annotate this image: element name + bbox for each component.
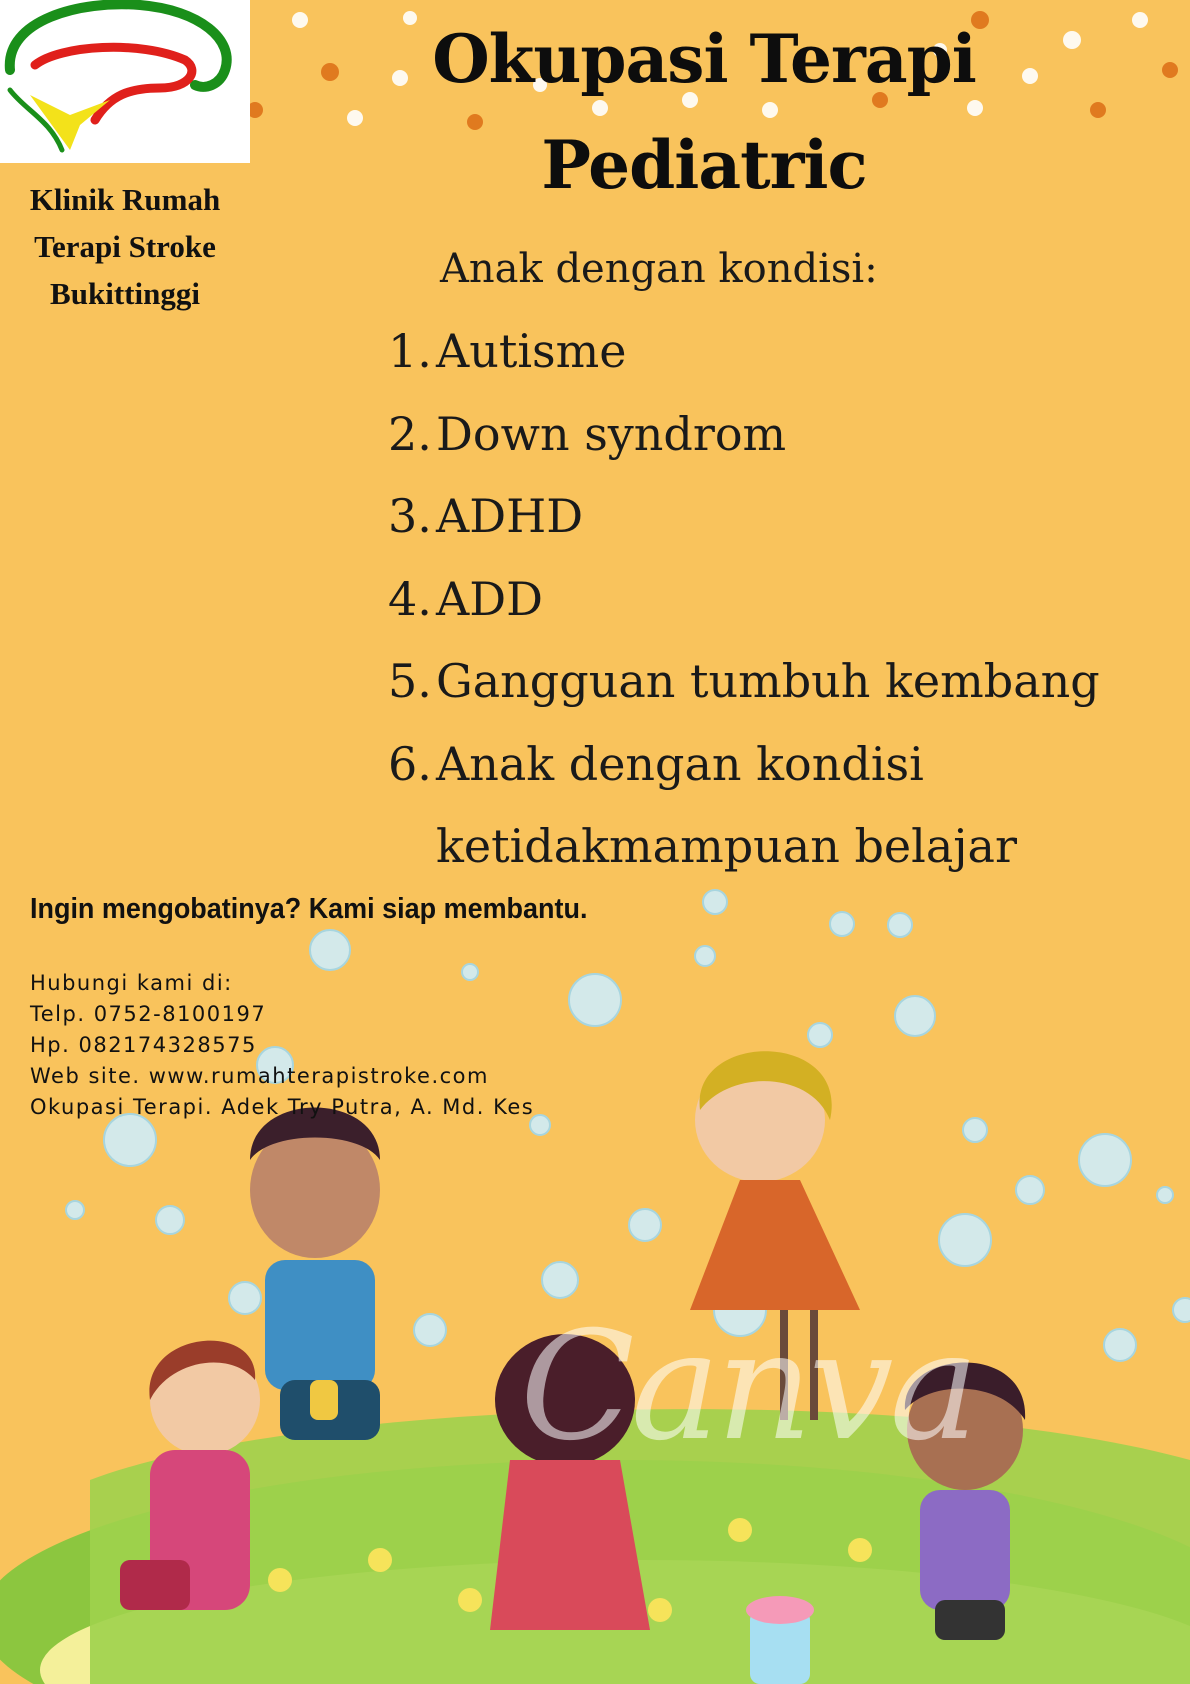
contact-hp: Hp. 082174328575: [30, 1033, 257, 1057]
list-text: Gangguan tumbuh kembang: [436, 654, 1100, 708]
contact-heading: Hubungi kami di:: [30, 971, 233, 995]
list-item: [388, 640, 1168, 723]
contact-therapist: Okupasi Terapi. Adek Try Putra, A. Md. Kes: [30, 1095, 535, 1119]
list-text: ADHD: [436, 489, 584, 543]
list-number: 3.: [388, 489, 432, 543]
conditions-list: [388, 310, 1168, 888]
title-line1: Okupasi Terapi: [432, 20, 976, 98]
list-number: 4.: [388, 571, 432, 626]
contact-website: Web site. www.rumahterapistroke.com: [30, 1064, 489, 1088]
list-item: [388, 475, 1168, 558]
list-text: ADD: [436, 571, 543, 626]
list-item: [388, 310, 1168, 393]
page-title: [400, 6, 1008, 218]
clinic-name-line2: Terapi Stroke: [34, 229, 216, 264]
kids-bubbles-illustration: [0, 840, 1190, 1684]
contact-telp: Telp. 0752-8100197: [30, 1002, 267, 1026]
clinic-name: [0, 176, 250, 317]
list-text: Anak dengan kondisi ketidakmampuan belajar: [436, 736, 1017, 873]
list-item: [388, 558, 1168, 641]
list-number: 5.: [388, 654, 432, 708]
call-to-action: Ingin mengobatinya? Kami siap membantu.: [30, 893, 588, 925]
contact-info: [30, 968, 534, 1123]
list-text: Down syndrom: [436, 406, 787, 461]
conditions-heading: Anak dengan kondisi:: [440, 246, 878, 292]
list-text: Autisme: [436, 324, 627, 378]
clinic-name-line3: Bukittinggi: [50, 276, 200, 311]
list-number: 2.: [388, 406, 432, 461]
clinic-logo: [0, 0, 250, 163]
list-number: 1.: [388, 324, 432, 378]
title-line2: Pediatric: [541, 126, 867, 204]
canva-watermark: Canva: [520, 1300, 975, 1474]
clinic-name-line1: Klinik Rumah: [29, 182, 221, 217]
list-item: [388, 393, 1168, 476]
list-number: 6.: [388, 736, 432, 791]
